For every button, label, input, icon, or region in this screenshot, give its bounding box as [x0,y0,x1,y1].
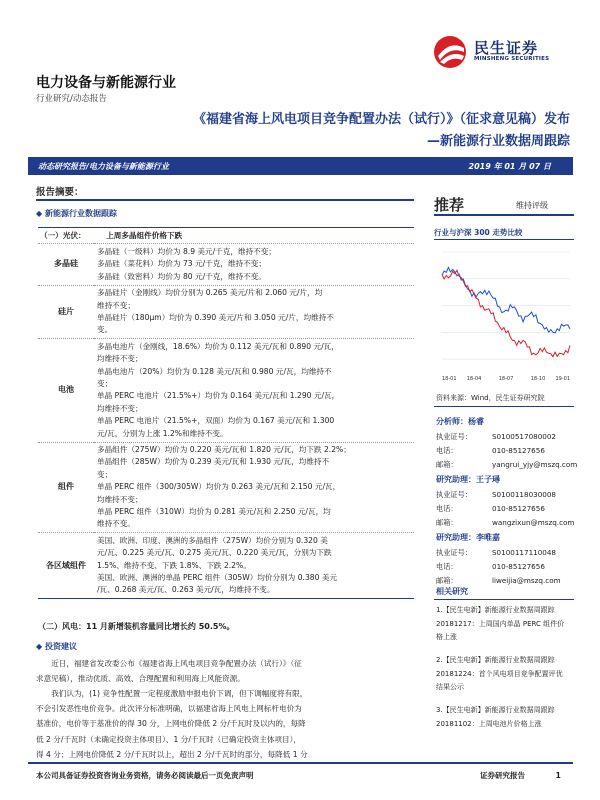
analyst-card [436,416,576,474]
pv-price-table [38,227,414,599]
email-link[interactable]: wangzixun@mszq.com [492,518,575,527]
footer-disclaimer: 本公司具备证券投资咨询业务资格，请务必阅读最后一页免责声明 [36,771,254,780]
row-line: 元/瓦，分别为上涨 1.2%和维持不变。 [97,428,228,438]
page-number: 1 [555,771,561,780]
chart-x-tick-label: 18-10 [530,376,546,382]
row-line: 维持不变； [97,300,135,310]
row-line: 美国、欧洲、印度、澳洲的多晶组件（275W）均价分别为 0.320 美 [97,535,328,545]
row-line: 多晶电池片（金刚线，18.6%）均价为 0.112 美元/瓦和 0.890 元/瓦， [97,341,339,351]
report-category: 行业研究/动态报告 [36,94,107,104]
row-line: 变； [97,378,113,388]
row-line: 元/瓦、0.225 美元/瓦、0.275 美元/瓦、0.220 美元/瓦，分别为下跌 [97,548,332,558]
header-band [28,157,573,175]
rating-recommend: 推荐 [434,196,465,214]
row-category: 多晶硅 [38,244,94,285]
chart-x-tick-label: 18-07 [498,376,514,382]
chart-source: 资料来源：Wind，民生证券研究院 [436,394,545,402]
divider [36,199,414,201]
table-row [38,244,414,285]
row-content [94,244,414,285]
diamond-bullet-icon: ◆ [36,209,43,218]
logo-english-name: MINSHENG SECURITIES [474,56,550,62]
row-line: 多晶硅片（金刚线）均价分别为 0.265 美元/片和 2.060 元/片，均 [97,288,323,298]
row-content [94,285,414,339]
para-line: 不会引发恶性电价竞争。此次评分标准明确，以福建省海上风电上网标杆电价为 [36,704,302,714]
industry-title: 电力设备与新能源行业 [36,75,176,91]
rating-box [434,194,574,215]
trend-chart [436,246,574,386]
band-date: 2019 年 01 月 07 日 [468,162,551,171]
row-line: /瓦、0.268 美元/瓦、0.263 美元/瓦，均维持不变。 [97,585,275,595]
email-link[interactable]: liweijia@mszq.com [492,576,561,585]
chart-title: 行业与沪深 300 走势比较 [434,228,523,237]
chart-x-tick-label: 19-01 [555,376,570,382]
related-item[interactable]: 3.【民生电新】新能源行业数据周跟踪 20181102：上周电池片价格上涨 [436,706,555,728]
footer-report-type: 证券研究报告 1 [480,771,561,780]
table-row [38,339,414,442]
analyst-role: 研究助理：李唯嘉 [436,533,500,542]
diamond-bullet-icon: ◆ [36,642,43,651]
analyst-card [436,474,576,532]
row-line: 美国、欧洲、澳洲的单晶 PERC 组件（305W）均价分别为 0.380 美元 [97,573,338,583]
cert-row: 执业证号： S0100517080002 [436,432,557,441]
mail-row: 邮箱： yangrui_yjy@mszq.com [436,460,578,469]
analyst-role: 研究助理：王子璕 [436,475,500,484]
row-line: 单晶 PERC 组件（310W）均价为 0.281 美元/瓦和 2.250 元/瓦，均 [97,507,331,517]
minsheng-logo-icon [432,34,470,70]
related-item[interactable]: 2.【民生电新】新能源行业数据周跟踪 20181224：首个风电项目竞争配置评优 结果公示 [436,656,563,691]
summary-heading: 报告摘要： [36,187,84,198]
row-line: 单晶 PERC 电池片（21.5%+）均价为 0.164 美元/瓦和 1.290 元/瓦， [97,391,340,401]
row-line: 均维持不变； [97,494,143,504]
row-line: 单晶电池片（20%）均价为 0.128 美元/瓦和 0.980 元/瓦，均维持不 [97,366,332,376]
row-category: 各区域组件 [38,533,94,599]
chart-x-tick-label: 18-04 [466,376,482,382]
divider [434,214,574,216]
pv-header [38,228,414,244]
rating-maintain: 维持评级 [516,201,548,210]
invest-heading-text: 投资建议 [44,642,77,651]
para-line: 低 2 分/千瓦时（未确定投资主体项目）、1 分/千瓦时（已确定投资主体项目）， [36,734,302,744]
row-line: 多晶硅（菜花料）均价为 73 元/千克，维持不变； [97,259,266,269]
related-item[interactable]: 1.【民生电新】新能源行业数据周跟踪 20181217：上周国内单晶 PERC 组件价 格上涨 [436,606,565,641]
row-line: 多晶组件（275W）均价为 0.220 美元/瓦和 1.820 元/瓦，均下跌 2.2%； [97,445,351,454]
row-content [94,442,414,533]
row-line: 变。 [97,325,113,335]
company-logo [432,34,582,70]
row-line: 均维持不变； [97,354,143,364]
row-line: 均维持不变； [97,403,143,413]
row-content [94,533,414,599]
chart-x-tick-label: 18-01 [442,376,457,382]
footer-divider [28,762,573,764]
chart-x-ticks [442,376,570,382]
analyst-role: 分析师：杨睿 [436,417,484,426]
analyst-list [436,416,576,586]
chart-series-line [442,270,570,356]
para-line: 近日，福建省发改委公布《福建省海上风电项目竞争配置办法（试行）》（征 [51,659,302,668]
row-line: 维持不变。 [97,519,135,529]
divider [434,599,574,600]
row-line: 单晶 PERC 电池片（21.5%+，双面）均价为 0.167 美元/瓦和 1.300 [97,416,335,426]
row-line: 单晶组件（285W）均价为 0.239 美元/瓦和 1.930 元/瓦，均维持不 [97,457,330,467]
related-heading: 相关研究 [436,587,468,596]
row-category: 电池 [38,339,94,442]
chart-grid [442,252,570,359]
row-line: 1.5%、维持不变、下跌 1.8%、下跌 2.2%。 [97,560,251,570]
table-row [38,533,414,599]
paragraph-1 [36,656,414,686]
invest-heading [36,641,77,652]
section-title [36,208,117,219]
row-category: 硅片 [38,285,94,339]
cert-row: 执业证号： S0100117110048 [436,548,557,557]
analyst-card [436,532,576,590]
table-row [38,285,414,339]
band-report-type: 动态研究报告/电力设备与新能源行业 [38,162,169,171]
tel-row: 电话： 010-85127656 [436,446,545,455]
email-link[interactable]: yangrui_yjy@mszq.com [492,460,578,469]
table-row [38,442,414,533]
row-category: 组件 [38,442,94,533]
section-title-text: 新能源行业数据跟踪 [44,209,117,218]
report-title: 《福建省海上风电项目竞争配置办法（试行）》（征求意见稿）发布 [192,112,570,127]
divider [434,406,574,407]
wind-header: （二）风电：11 月新增装机容量同比增长约 50.5%。 [38,622,235,631]
pv-header-text: 上周多晶组件价格下跌 [106,230,183,240]
para-line: 我们认为，(1) 竞争性配置一定程度激励申报电价下调，但下调幅度将有限， [51,689,308,698]
report-subtitle: —新能源行业数据周跟踪 [426,134,570,149]
row-line: 多晶硅（致密料）均价为 80 元/千克，维持不变。 [97,271,266,281]
para-line: 求意见稿），推动优质、高效、合理配置和利用海上风能资源。 [36,674,245,684]
mail-row: 邮箱： wangzixun@mszq.com [436,518,575,527]
tel-row: 电话： 010-85127656 [436,504,545,513]
paragraph-2 [36,686,414,762]
logo-chinese-name: 民生证券 [474,39,539,57]
row-line: 单晶 PERC 组件（300/305W）均价为 0.263 美元/瓦和 2.150 元/瓦， [97,482,341,492]
pv-header-label: （一）光伏： [40,230,86,240]
cert-row: 执业证号： S0100118030008 [436,490,557,499]
row-line: 变； [97,469,113,479]
para-line: 基准价，电价等于基准价的得 30 分，上网电价降低 2 分/千瓦时及以内的，每降 [36,719,306,729]
mail-row: 邮箱： liweijia@mszq.com [436,576,561,585]
row-line: 单晶硅片（180μm）均价为 0.390 美元/片和 3.050 元/片，均维持不 [97,312,334,322]
table-row [38,228,414,244]
row-content [94,339,414,442]
tel-row: 电话： 010-85127656 [436,562,545,571]
divider [434,239,574,240]
para-line: 得 4 分；上网电价降低 2 分/千瓦时以上，超出 2 分/千瓦时的部分，每降低 1 分 [36,749,308,759]
chart-lines [442,268,570,357]
row-line: 多晶硅（一级料）均价为 8.9 美元/千克，维持不变； [97,246,276,256]
